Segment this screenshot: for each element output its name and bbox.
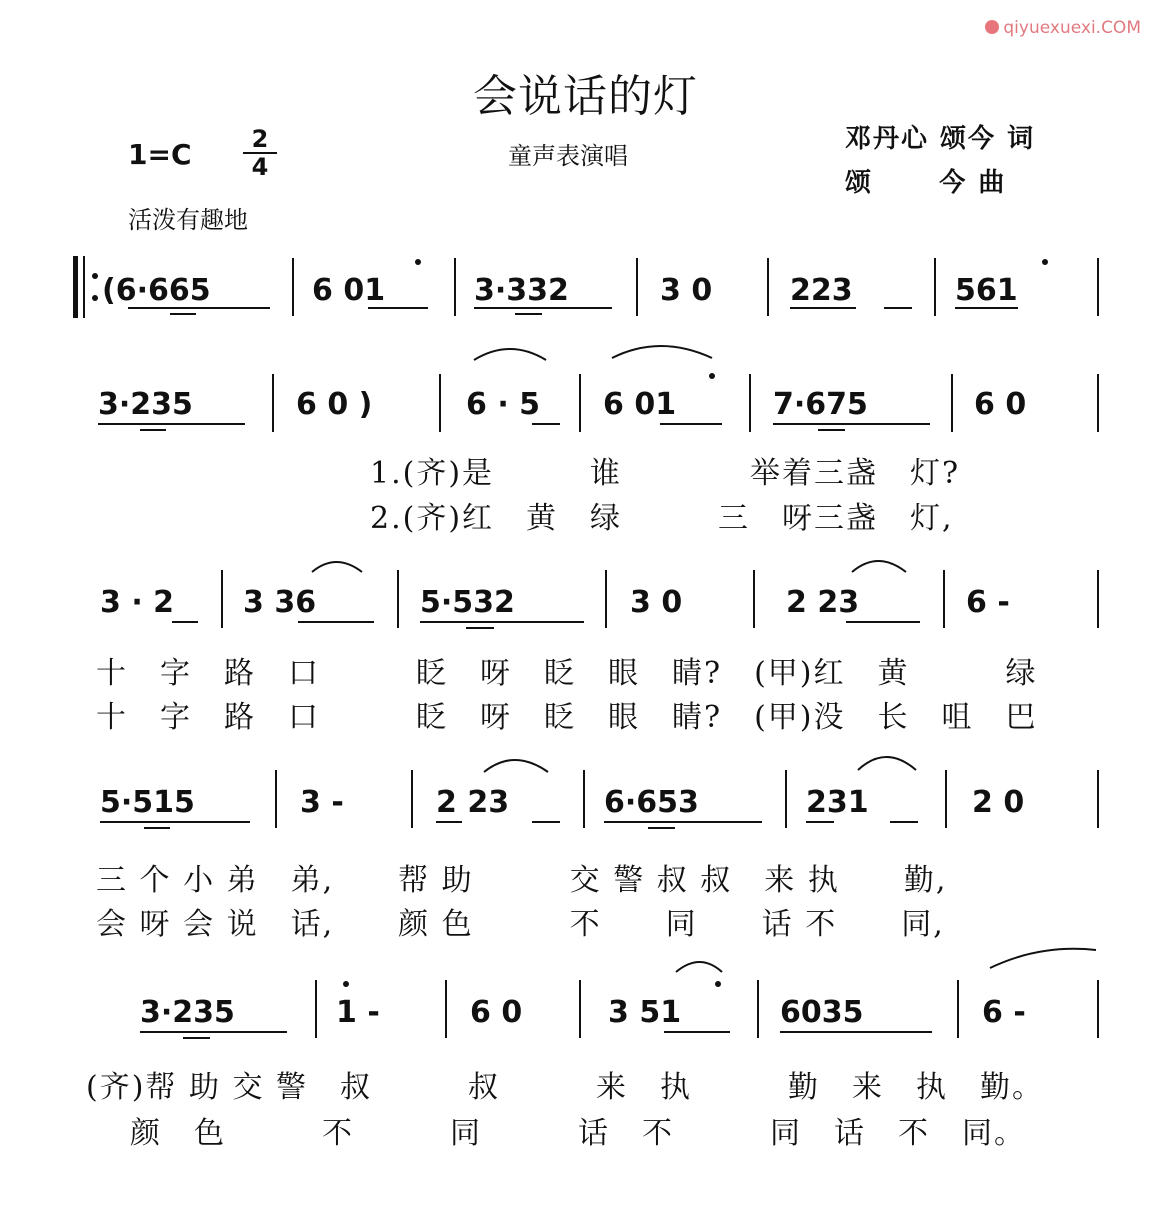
lyrics-row-5-verse-1: (齐)帮 助 交 警 叔 叔 来 执 勤 来 执 勤。: [86, 1070, 1045, 1105]
measure-2-5: 7·675: [773, 387, 868, 422]
slur: [484, 760, 548, 772]
slur: [858, 757, 916, 770]
high-octave-dot: [1042, 259, 1048, 265]
lyrics-row-2-verse-1: 1.(齐)是 谁 举着三盏 灯?: [370, 456, 961, 491]
slur: [312, 562, 362, 572]
high-octave-dot: [343, 981, 349, 987]
lyrics-row-4-verse-1: 三 个 小 弟 弟, 帮 助 交 警 叔 叔 来 执 勤,: [96, 863, 948, 898]
lyrics-row-5-verse-2: 颜 色 不 同 话 不 同 话 不 同。: [130, 1116, 1026, 1151]
measure-1-4: 3 0: [660, 273, 713, 308]
song-title: 会说话的灯: [473, 71, 698, 122]
time-signature-bottom: 4: [251, 153, 269, 181]
staff-row-2: [98, 346, 1098, 432]
measure-4-5: 231: [806, 785, 869, 820]
measure-5-6: 6 -: [982, 995, 1026, 1030]
slur: [852, 561, 906, 572]
staff-row-4: [100, 757, 1098, 828]
repeat-dot: [92, 273, 98, 279]
high-octave-dot: [715, 981, 721, 987]
measure-3-5: 2 23: [786, 585, 860, 620]
lyrics-row-2-verse-2: 2.(齐)红 黄 绿 三 呀三盏 灯,: [370, 501, 954, 536]
measure-1-1: (6·665: [102, 273, 211, 308]
staff-row-3: [100, 561, 1098, 628]
lyricist-credit: 邓丹心 颂今 词: [845, 124, 1036, 154]
slur: [474, 349, 546, 360]
measure-3-1: 3 · 2: [100, 585, 175, 620]
measure-2-6: 6 0: [974, 387, 1027, 422]
measure-1-2: 6 01: [312, 273, 386, 308]
measure-1-6: 561: [955, 273, 1018, 308]
high-octave-dot: [415, 259, 421, 265]
measure-1-5: 223: [790, 273, 853, 308]
tempo-marking: 活泼有趣地: [128, 206, 248, 234]
measure-5-5: 6035: [780, 995, 864, 1030]
slur: [612, 346, 712, 358]
repeat-thick-bar: [73, 256, 78, 318]
measure-2-4: 6 01: [603, 387, 677, 422]
measure-3-3: 5·532: [420, 585, 515, 620]
slur: [676, 962, 722, 972]
measure-4-6: 2 0: [972, 785, 1025, 820]
measure-2-3: 6 · 5: [466, 387, 541, 422]
time-signature-top: 2: [251, 125, 269, 153]
measure-1-3: 3·332: [474, 273, 569, 308]
staff-row-5: [140, 949, 1098, 1038]
measure-4-1: 5·515: [100, 785, 195, 820]
measure-2-1: 3·235: [98, 387, 193, 422]
key-signature: 1=C: [128, 138, 192, 171]
measure-3-2: 3 36: [243, 585, 317, 620]
measure-3-4: 3 0: [630, 585, 683, 620]
lyrics-row-4-verse-2: 会 呀 会 说 话, 颜 色 不 同 话 不 同,: [96, 907, 945, 942]
measure-5-4: 3 51: [608, 995, 682, 1030]
measure-2-2: 6 0 ): [296, 387, 373, 422]
watermark-text: qiyuexuexi.COM: [1003, 18, 1141, 38]
repeat-dot: [92, 295, 98, 301]
composer-credit: 颂 今 曲: [845, 168, 1007, 198]
measure-5-1: 3·235: [140, 995, 235, 1030]
measure-4-3: 2 23: [436, 785, 510, 820]
measure-4-2: 3 -: [300, 785, 344, 820]
measure-5-3: 6 0: [470, 995, 523, 1030]
measure-4-4: 6·653: [604, 785, 699, 820]
singer-label: 童声表演唱: [508, 142, 628, 170]
high-octave-dot: [709, 373, 715, 379]
lyrics-row-3-verse-1: 十 字 路 口 眨 呀 眨 眼 睛? (甲)红 黄 绿: [96, 656, 1038, 691]
measure-3-6: 6 -: [966, 585, 1010, 620]
lyrics-row-3-verse-2: 十 字 路 口 眨 呀 眨 眼 睛? (甲)没 长 咀 巴: [96, 700, 1038, 735]
measure-5-2: 1 -: [336, 995, 380, 1030]
staff-row-1: [73, 256, 1098, 318]
tie: [990, 949, 1096, 968]
